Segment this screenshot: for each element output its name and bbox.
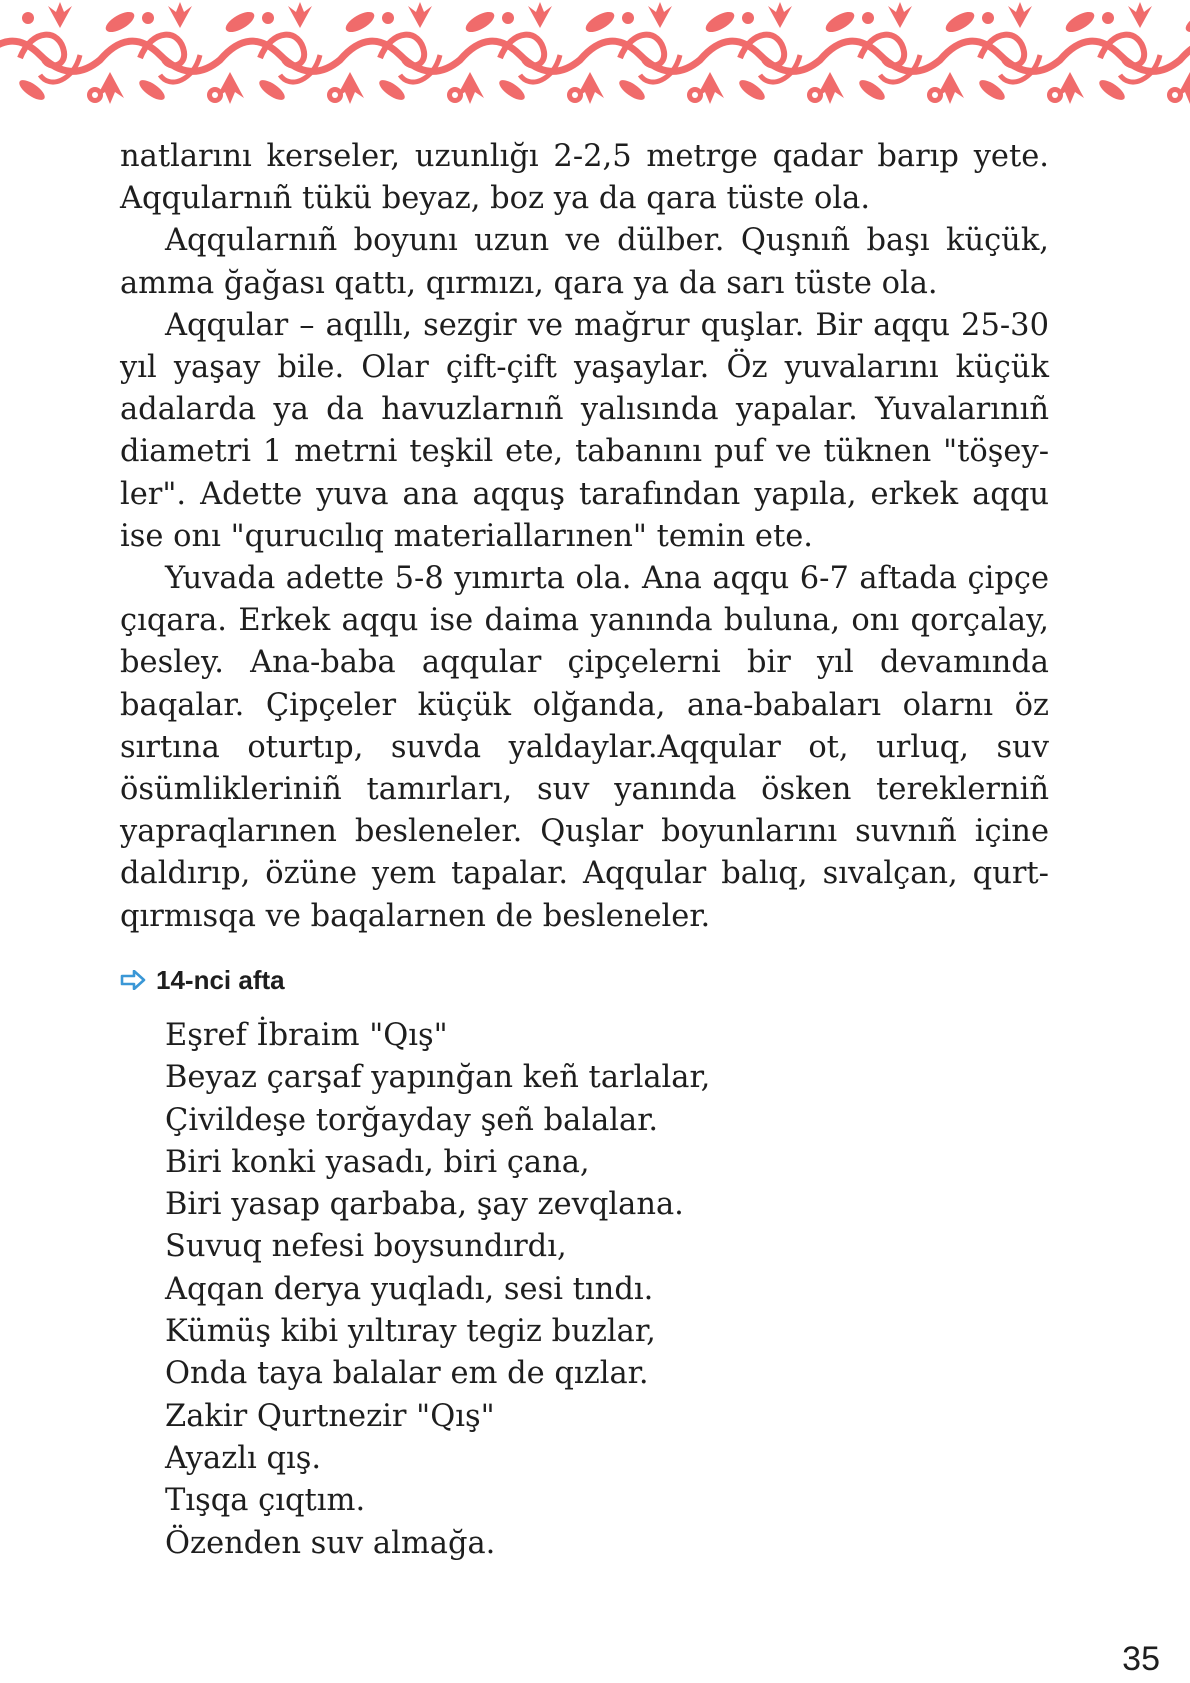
poem-line: Çivildeşe torğayday şeñ balalar. bbox=[165, 1102, 659, 1138]
poem-line: Zakir Qurtnezir "Qış" bbox=[165, 1398, 495, 1434]
paragraph-4: Yuvada adette 5-8 yımırta ola. Ana aqqu 6-7 aftada çipçe çıqara. Erkek aqqu ise daima yanında buluna, onı qorçalay, besley. Ana-baba aqqular çipçelerni bir yıl devamında baqalar. Çipçeler küçük olğanda, ana-babaları olarnı öz sırtına oturtıp, suvda yaldaylar.Aqqular ot, urluq, suv ösümlikleriniñ tamırları, suv yanında ösken tereklerniñ yapraqlarınen besleneler. Quşlar boyunlarını suvnıñ içine daldırıp, özüne yem tapalar. Aqqular balıq, sıvalçan, qurt-qırmısqa ve baqalarnen de besleneler. bbox=[120, 561, 1049, 934]
poem-line: Suvuq nefesi boysundırdı, bbox=[165, 1229, 567, 1265]
poem-line: Aqqan derya yuqladı, sesi tındı. bbox=[165, 1271, 654, 1307]
poem-line: Özenden suv almağa. bbox=[165, 1525, 496, 1561]
article-body bbox=[120, 136, 1049, 938]
section-heading bbox=[120, 962, 285, 998]
paragraph-1: natlarını kerseler, uzunlığı 2-2,5 metrge qadar barıp yete. Aqqularnıñ tükü beyaz, boz ya da qara tüste ola. bbox=[120, 139, 1049, 217]
poem-line: Biri konki yasadı, biri çana, bbox=[165, 1144, 590, 1180]
poem-block bbox=[165, 1015, 710, 1565]
poem-line: Biri yasap qarbaba, şay zevqlana. bbox=[165, 1187, 684, 1223]
page-number: 35 bbox=[1122, 1640, 1160, 1678]
floral-ornament-border bbox=[0, 0, 1190, 112]
poem-line: Beyaz çarşaf yapınğan keñ tarlalar, bbox=[165, 1060, 711, 1096]
paragraph-3: Aqqular – aqıllı, sezgir ve mağrur quşlar. Bir aqqu 25-30 yıl yaşay bile. Olar çift-çift yaşaylar. Öz yuvalarını küçük adalarda ya da havuzlarnıñ yalısında yapalar. Yuvalarınıñ diametri 1 metrni teşkil ete, tabanını puf ve tüknen "töşeyler". Adette yuva ana aqquş tarafından yapıla, erkek aqqu ise onı "qurucılıq materiallarınen" temin ete. bbox=[120, 307, 1049, 554]
poem-line: Onda taya balalar em de qızlar. bbox=[165, 1356, 649, 1392]
poem-line: Eşref İbraim "Qış" bbox=[165, 1018, 448, 1053]
poem-line: Ayazlı qış. bbox=[165, 1440, 322, 1476]
section-title: 14-nci afta bbox=[156, 964, 285, 995]
poem-line: Tışqa çıqtım. bbox=[165, 1483, 366, 1519]
poem-line: Kümüş kibi yıltıray tegiz buzlar, bbox=[165, 1314, 656, 1350]
arrow-right-icon bbox=[120, 970, 146, 990]
paragraph-2: Aqqularnıñ boyunı uzun ve dülber. Quşnıñ başı küçük, amma ğağası qattı, qırmızı, qara ya da sarı tüste ola. bbox=[120, 223, 1049, 301]
